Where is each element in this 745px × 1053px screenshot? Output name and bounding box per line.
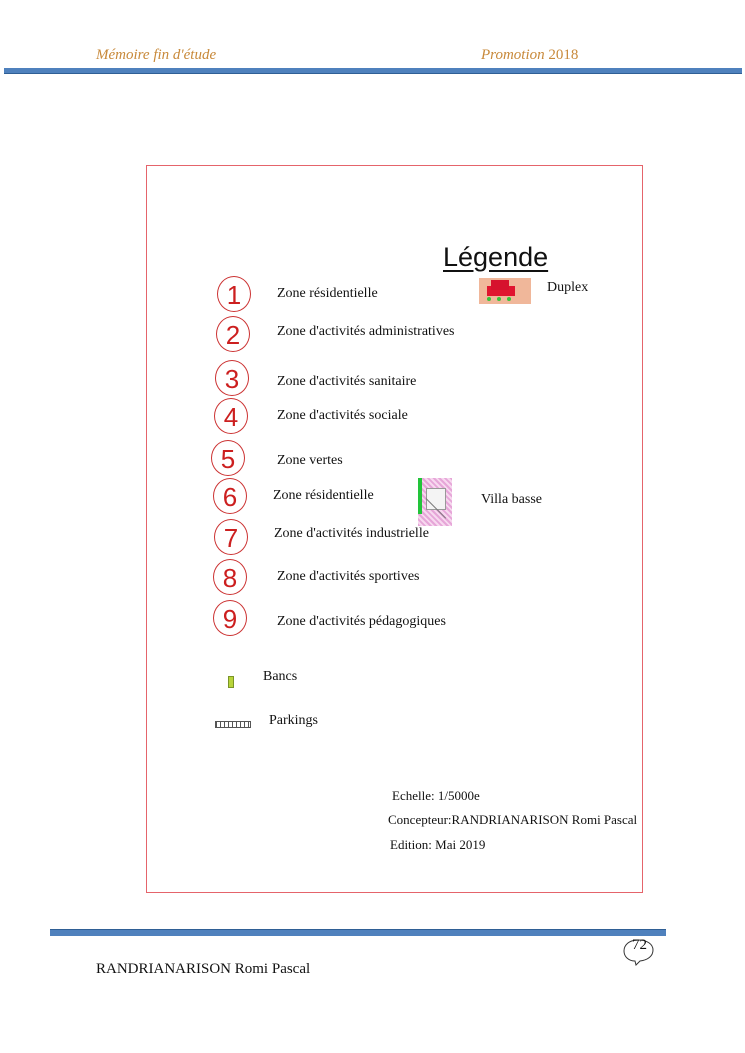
footer-rule — [50, 929, 666, 936]
villa-icon-house — [426, 488, 446, 510]
zone-number-9: 9 — [213, 600, 247, 636]
duplex-icon-roof — [491, 280, 509, 290]
designer-text: Concepteur:RANDRIANARISON Romi Pascal — [388, 812, 638, 827]
zone-label-1: Zone résidentielle — [277, 286, 378, 301]
parking-icon — [215, 721, 251, 728]
edition-text: Edition: Mai 2019 — [390, 837, 486, 852]
villa-label: Villa basse — [481, 492, 542, 507]
header-title: Mémoire fin d'étude — [96, 47, 217, 63]
page-number: 72 — [632, 937, 647, 953]
scale-text: Echelle: 1/5000e — [392, 788, 480, 803]
header-promotion — [481, 47, 578, 64]
zone-number-2: 2 — [216, 316, 250, 352]
zone-label-2: Zone d'activités administratives — [277, 324, 455, 339]
zone-number-5: 5 — [211, 440, 245, 476]
zone-number-4: 4 — [214, 398, 248, 434]
duplex-icon — [479, 278, 531, 304]
duplex-icon-dot — [487, 297, 491, 301]
zone-number-3: 3 — [215, 360, 249, 396]
duplex-icon-dot — [507, 297, 511, 301]
footer-author: RANDRIANARISON Romi Pascal — [96, 961, 311, 977]
zone-number-7: 7 — [214, 519, 248, 555]
legend-title: Légende — [443, 242, 549, 272]
header-promotion-word: Promotion — [481, 47, 545, 63]
zone-label-9: Zone d'activités pédagogiques — [277, 614, 446, 629]
villa-icon — [418, 478, 452, 526]
zone-label-7: Zone d'activités industrielle — [274, 526, 429, 541]
zone-label-6: Zone résidentielle — [273, 488, 374, 503]
zone-number-8: 8 — [213, 559, 247, 595]
zone-number-6: 6 — [213, 478, 247, 514]
header-promotion-year: 2018 — [548, 47, 579, 63]
zone-label-4: Zone d'activités sociale — [277, 408, 408, 423]
header-rule — [4, 68, 742, 74]
duplex-icon-dot — [497, 297, 501, 301]
duplex-label: Duplex — [547, 280, 589, 295]
parking-label: Parkings — [269, 713, 318, 728]
zone-label-3: Zone d'activités sanitaire — [277, 374, 417, 389]
villa-icon-green-bar — [418, 478, 422, 514]
zone-number-1: 1 — [217, 276, 251, 312]
zone-label-8: Zone d'activités sportives — [277, 569, 420, 584]
zone-label-5: Zone vertes — [277, 453, 343, 468]
bench-label: Bancs — [263, 669, 298, 684]
bench-icon — [228, 676, 234, 688]
